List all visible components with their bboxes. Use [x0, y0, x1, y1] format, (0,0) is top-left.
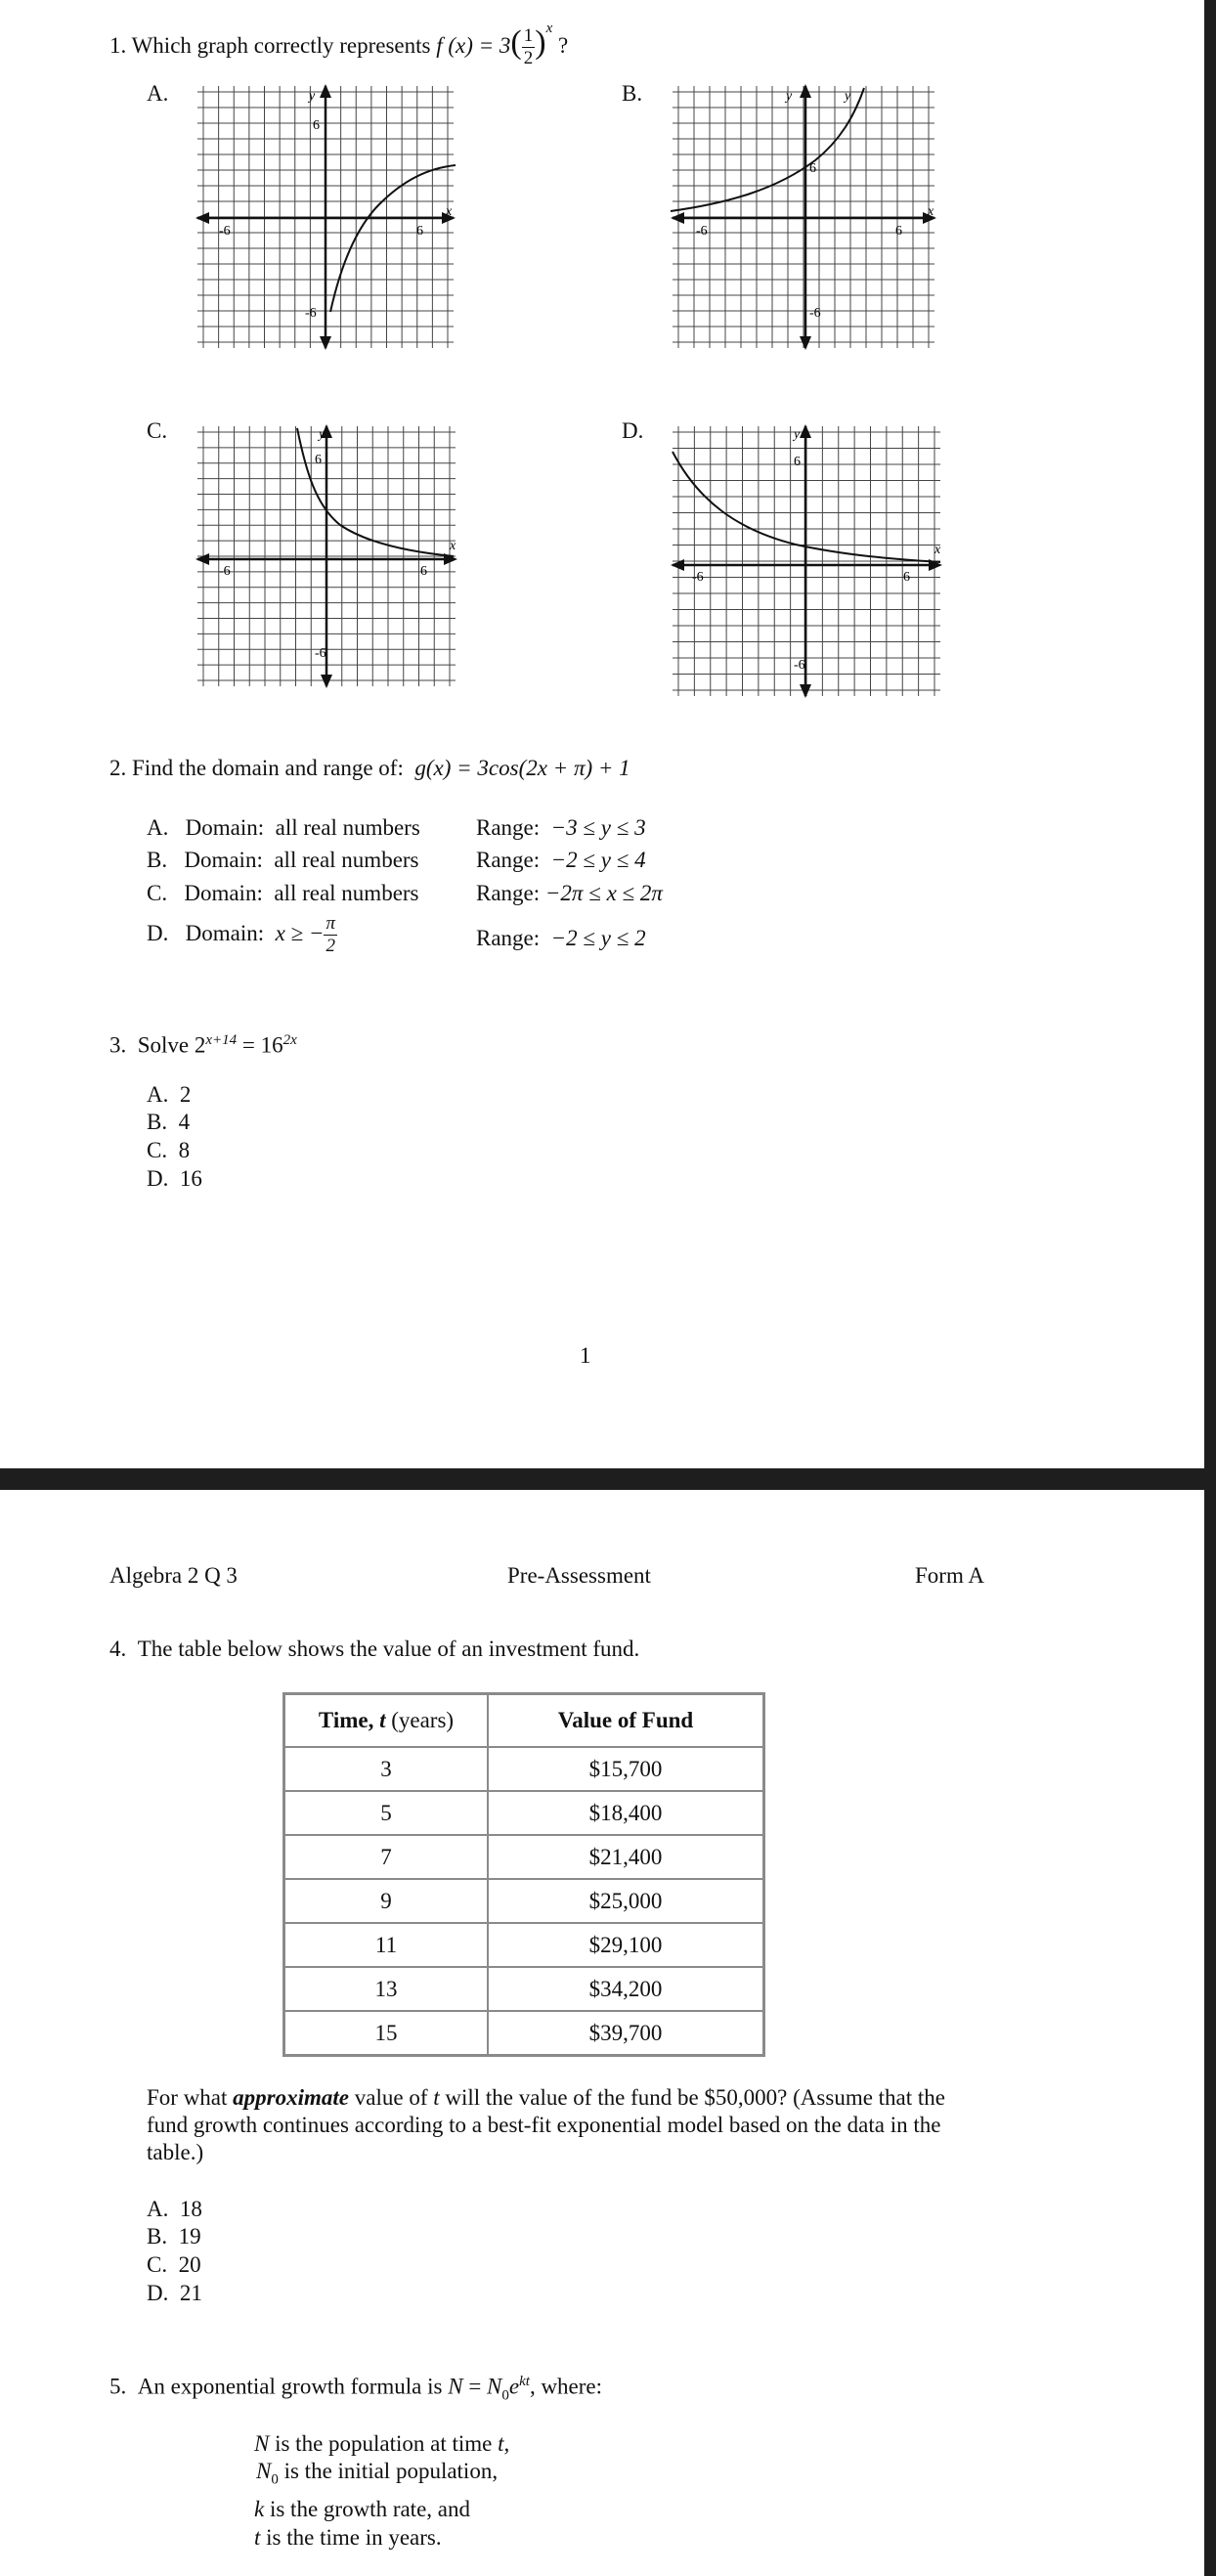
graph-c-y-pos: 6: [315, 453, 322, 467]
q4-paragraph-line3: table.): [147, 2140, 204, 2164]
q2-option-d-range: Range: −2 ≤ y ≤ 2: [476, 926, 646, 950]
q2-option-b[interactable]: B. Domain: all real numbers: [147, 848, 419, 872]
q3-option-b[interactable]: B. 4: [147, 1110, 191, 1134]
graph-d-x-neg: -6: [692, 570, 704, 585]
graph-a-x-label: x: [446, 204, 453, 219]
table-row: 15 $39,700: [284, 2011, 764, 2056]
q3-stem: 3. Solve $2^{x+14} = 16^{2x}$: [109, 1032, 297, 1058]
page-separator: [0, 1468, 1216, 1490]
table-row: 9 $25,000: [284, 1879, 764, 1923]
graph-b-y-pos: 6: [809, 161, 816, 176]
q4-option-c[interactable]: C. 20: [147, 2252, 201, 2277]
q5-def-n: N is the population at time t,: [254, 2431, 510, 2456]
q3-option-a[interactable]: A. 2: [147, 1082, 192, 1107]
graph-b-y-label-2: y: [845, 89, 851, 104]
q2-option-b-range: Range: −2 ≤ y ≤ 4: [476, 848, 646, 872]
col-time-header: Time, t (years): [284, 1694, 489, 1748]
q1-option-c-letter[interactable]: C.: [147, 418, 168, 443]
graph-a-y-neg: -6: [305, 306, 317, 321]
q2-option-d[interactable]: D. Domain: x ≥ − $\frac{\pi}{2}$: [147, 913, 336, 957]
graph-b-y-neg: -6: [809, 306, 821, 321]
table-row: 13 $34,200: [284, 1967, 764, 2011]
q4-option-d[interactable]: D. 21: [147, 2281, 202, 2305]
q2-option-c-range: Range: −2π ≤ x ≤ 2π: [476, 881, 663, 905]
q1-stem: 1. Which graph correctly represents f (x) = 3( $\frac{1}{2}$ )$^x$ ?: [109, 21, 569, 68]
table-row: 11 $29,100: [284, 1923, 764, 1967]
graph-b-x-pos: 6: [895, 224, 902, 239]
graph-c-x-neg: -6: [219, 564, 231, 579]
header-form: Form A: [915, 1563, 984, 1588]
right-edge-bar: [1204, 0, 1216, 2576]
table-row: 3 $15,700: [284, 1747, 764, 1791]
graph-c-x-pos: 6: [420, 564, 427, 579]
q4-paragraph-line1: For what approximate value of t will the value of the fund be $50,000? (Assume that the: [147, 2085, 946, 2110]
q1-option-d-letter[interactable]: D.: [622, 418, 644, 443]
q2-option-a[interactable]: A. Domain: all real numbers: [147, 815, 420, 840]
graph-c-x-label: x: [450, 539, 456, 553]
graph-a-y-pos: 6: [313, 118, 320, 133]
graph-a[interactable]: [194, 82, 457, 352]
table-row: 7 $21,400: [284, 1835, 764, 1879]
graph-a-curve: [330, 165, 456, 312]
page-number: 1: [580, 1343, 591, 1368]
graph-b[interactable]: [669, 82, 938, 352]
q5-stem: 5. An exponential growth formula is $N = N_0e^{kt}$, where:: [109, 2374, 603, 2404]
header-course: Algebra 2 Q 3: [109, 1563, 238, 1588]
table-row: 5 $18,400: [284, 1791, 764, 1835]
header-title: Pre-Assessment: [507, 1563, 651, 1588]
q4-stem: 4. The table below shows the value of an investment fund.: [109, 1637, 640, 1661]
graph-d-x-pos: 6: [903, 570, 910, 585]
col-value-header: Value of Fund: [488, 1694, 764, 1748]
q2-option-a-range: Range: −3 ≤ y ≤ 3: [476, 815, 646, 840]
q1-option-a-letter[interactable]: A.: [147, 81, 169, 106]
q5-def-k: k is the growth rate, and: [254, 2497, 470, 2521]
graph-c-y-label: y: [319, 427, 326, 442]
graph-c-y-neg: -6: [315, 646, 326, 661]
q3-option-d[interactable]: D. 16: [147, 1166, 202, 1191]
graph-b-x-label: x: [928, 204, 934, 219]
q4-option-a[interactable]: A. 18: [147, 2197, 202, 2221]
q2-stem: 2. Find the domain and range of: g(x) = 3cos(2x + π) + 1: [109, 756, 630, 780]
q3-option-c[interactable]: C. 8: [147, 1138, 191, 1162]
graph-c[interactable]: [194, 422, 459, 690]
graph-a-x-neg: -6: [219, 224, 231, 239]
graph-d-x-label: x: [934, 543, 941, 557]
q1-option-b-letter[interactable]: B.: [622, 81, 643, 106]
graph-d-y-pos: 6: [794, 455, 801, 469]
q2-option-c[interactable]: C. Domain: all real numbers: [147, 881, 419, 905]
q4-paragraph-line2: fund growth continues according to a best-fit exponential model based on the data in the: [147, 2113, 941, 2137]
q5-def-n0: $N_0$ is the initial population,: [256, 2459, 499, 2488]
graph-a-y-label: y: [309, 89, 316, 104]
graph-d-y-label: y: [794, 427, 801, 442]
investment-table: [282, 1692, 765, 2057]
graph-d[interactable]: [669, 422, 944, 700]
graph-a-x-pos: 6: [416, 224, 423, 239]
graph-b-x-neg: -6: [696, 224, 708, 239]
table-header-row: [284, 1694, 764, 1748]
q4-option-b[interactable]: B. 19: [147, 2224, 201, 2249]
graph-d-y-neg: -6: [794, 658, 805, 673]
q5-def-t: t is the time in years.: [254, 2525, 442, 2550]
graph-b-y-label: y: [786, 89, 793, 104]
